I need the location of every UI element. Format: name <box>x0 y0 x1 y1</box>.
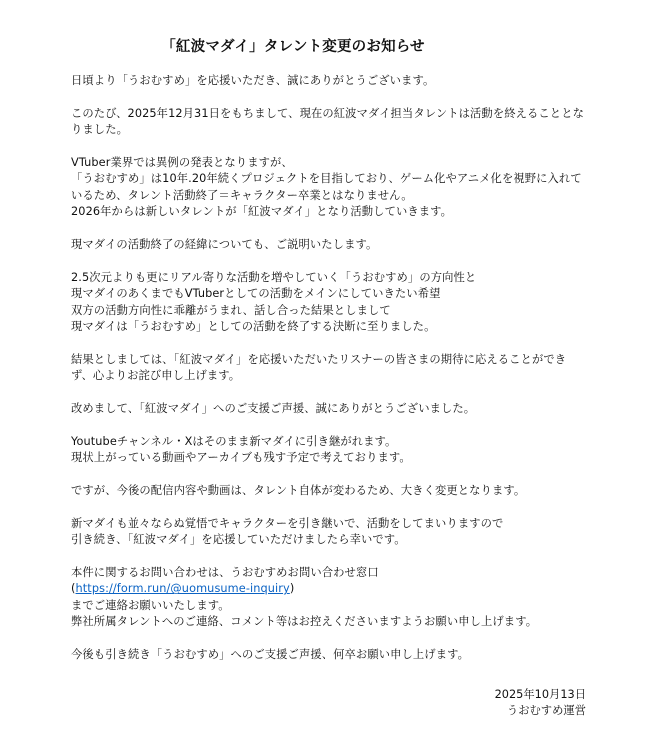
body-paragraph <box>71 237 637 253</box>
notice-title: 「紅波マダイ」タレント変更のお知らせ <box>161 39 425 55</box>
body-paragraph <box>71 106 637 139</box>
body-paragraph <box>71 483 637 499</box>
paragraph-line: 日頃より「うおむすめ」を応援いただき、誠にありがとうございます。 <box>71 74 435 87</box>
paragraph-line: 引き続き、「紅波マダイ」を応援していただけましたら幸いです。 <box>71 533 406 547</box>
body-paragraph <box>71 434 637 467</box>
paragraph-line: 2026年からは新しいタレントが「紅波マダイ」となり活動していきます。 <box>71 205 453 219</box>
paragraph-line: りました。 <box>71 123 128 137</box>
inquiry-link[interactable]: https://form.run/@uomusume-inquiry <box>75 582 290 596</box>
closing-paragraph <box>71 647 637 663</box>
paragraph-line: このたび、2025年12月31日をもちまして、現在の紅波マダイ担当タレントは活動を終えることとな <box>71 106 584 120</box>
paragraph-line: 「うおむすめ」は10年.20年続くプロジェクトを目指しており、ゲーム化やアニメ化を視野に入れて <box>71 172 582 186</box>
inquiry-contact-line: までご連絡お願いいたします。 <box>71 598 230 612</box>
paragraph-line: 結果としましては、「紅波マダイ」を応援いただいたリスナーの皆さまの期待に応えることができ <box>71 352 567 366</box>
paragraph-line: 現マダイのあくまでもVTuberとしての活動をメインにしていきたい希望 <box>71 287 441 301</box>
paragraph-line: VTuber業界では異例の発表となりますが、 <box>71 156 293 169</box>
inquiry-intro: 本件に関するお問い合わせは、うおむすめお問い合わせ窓口 <box>71 566 379 580</box>
body-paragraph <box>71 516 637 549</box>
signature-block <box>495 687 586 719</box>
paragraph-line: Youtubeチャンネル・Xはそのまま新マダイに引き継がれます。 <box>71 434 397 448</box>
paragraph-line: 新マダイも並々ならぬ覚悟でキャラクターを引き継いで、活動をしてまいりますので <box>71 516 504 530</box>
notice-body <box>71 73 637 663</box>
body-paragraph <box>71 155 637 221</box>
signature-date: 2025年10月13日 <box>494 688 586 701</box>
paren-open: ( <box>71 582 76 596</box>
body-paragraph <box>71 352 637 385</box>
paragraph-line: いるため、タレント活動終了＝キャラクター卒業とはなりません。 <box>71 188 413 202</box>
paragraph-line: ず、心よりお詫び申し上げます。 <box>71 369 241 383</box>
paragraph-line: 現状上がっている動画やアーカイブも残す予定で考えております。 <box>71 451 411 465</box>
inquiry-paragraph <box>71 565 637 631</box>
paragraph-list <box>71 73 637 549</box>
paragraph-line: ですが、今後の配信内容や動画は、タレント自体が変わるため、大きく変更となります。 <box>71 484 526 498</box>
paragraph-line: 双方の活動方向性に乖離がうまれ、話し合った結果としまして <box>71 303 391 317</box>
paragraph-line: 改めまして、「紅波マダイ」へのご支援ご声援、誠にありがとうございました。 <box>71 402 476 416</box>
paragraph-line: 2.5次元よりも更にリアル寄りな活動を増やしていく「うおむすめ」の方向性と <box>71 270 477 284</box>
inquiry-link-line <box>71 581 637 597</box>
paragraph-line: 現マダイは「うおむすめ」としての活動を終了する決断に至りました。 <box>71 320 436 334</box>
inquiry-refrain-line: 弊社所属タレントへのご連絡、コメント等はお控えくださいますようお願い申し上げます。 <box>71 615 538 629</box>
closing-line: 今後も引き続き「うおむすめ」へのご支援ご声援、何卒お願い申し上げます。 <box>71 648 469 662</box>
body-paragraph <box>71 73 637 89</box>
body-paragraph <box>71 270 637 336</box>
paren-close: ) <box>289 582 295 596</box>
signature-org: うおむすめ運営 <box>506 704 586 717</box>
body-paragraph <box>71 401 637 417</box>
paragraph-line: 現マダイの活動終了の経緯についても、ご説明いたします。 <box>71 238 378 252</box>
